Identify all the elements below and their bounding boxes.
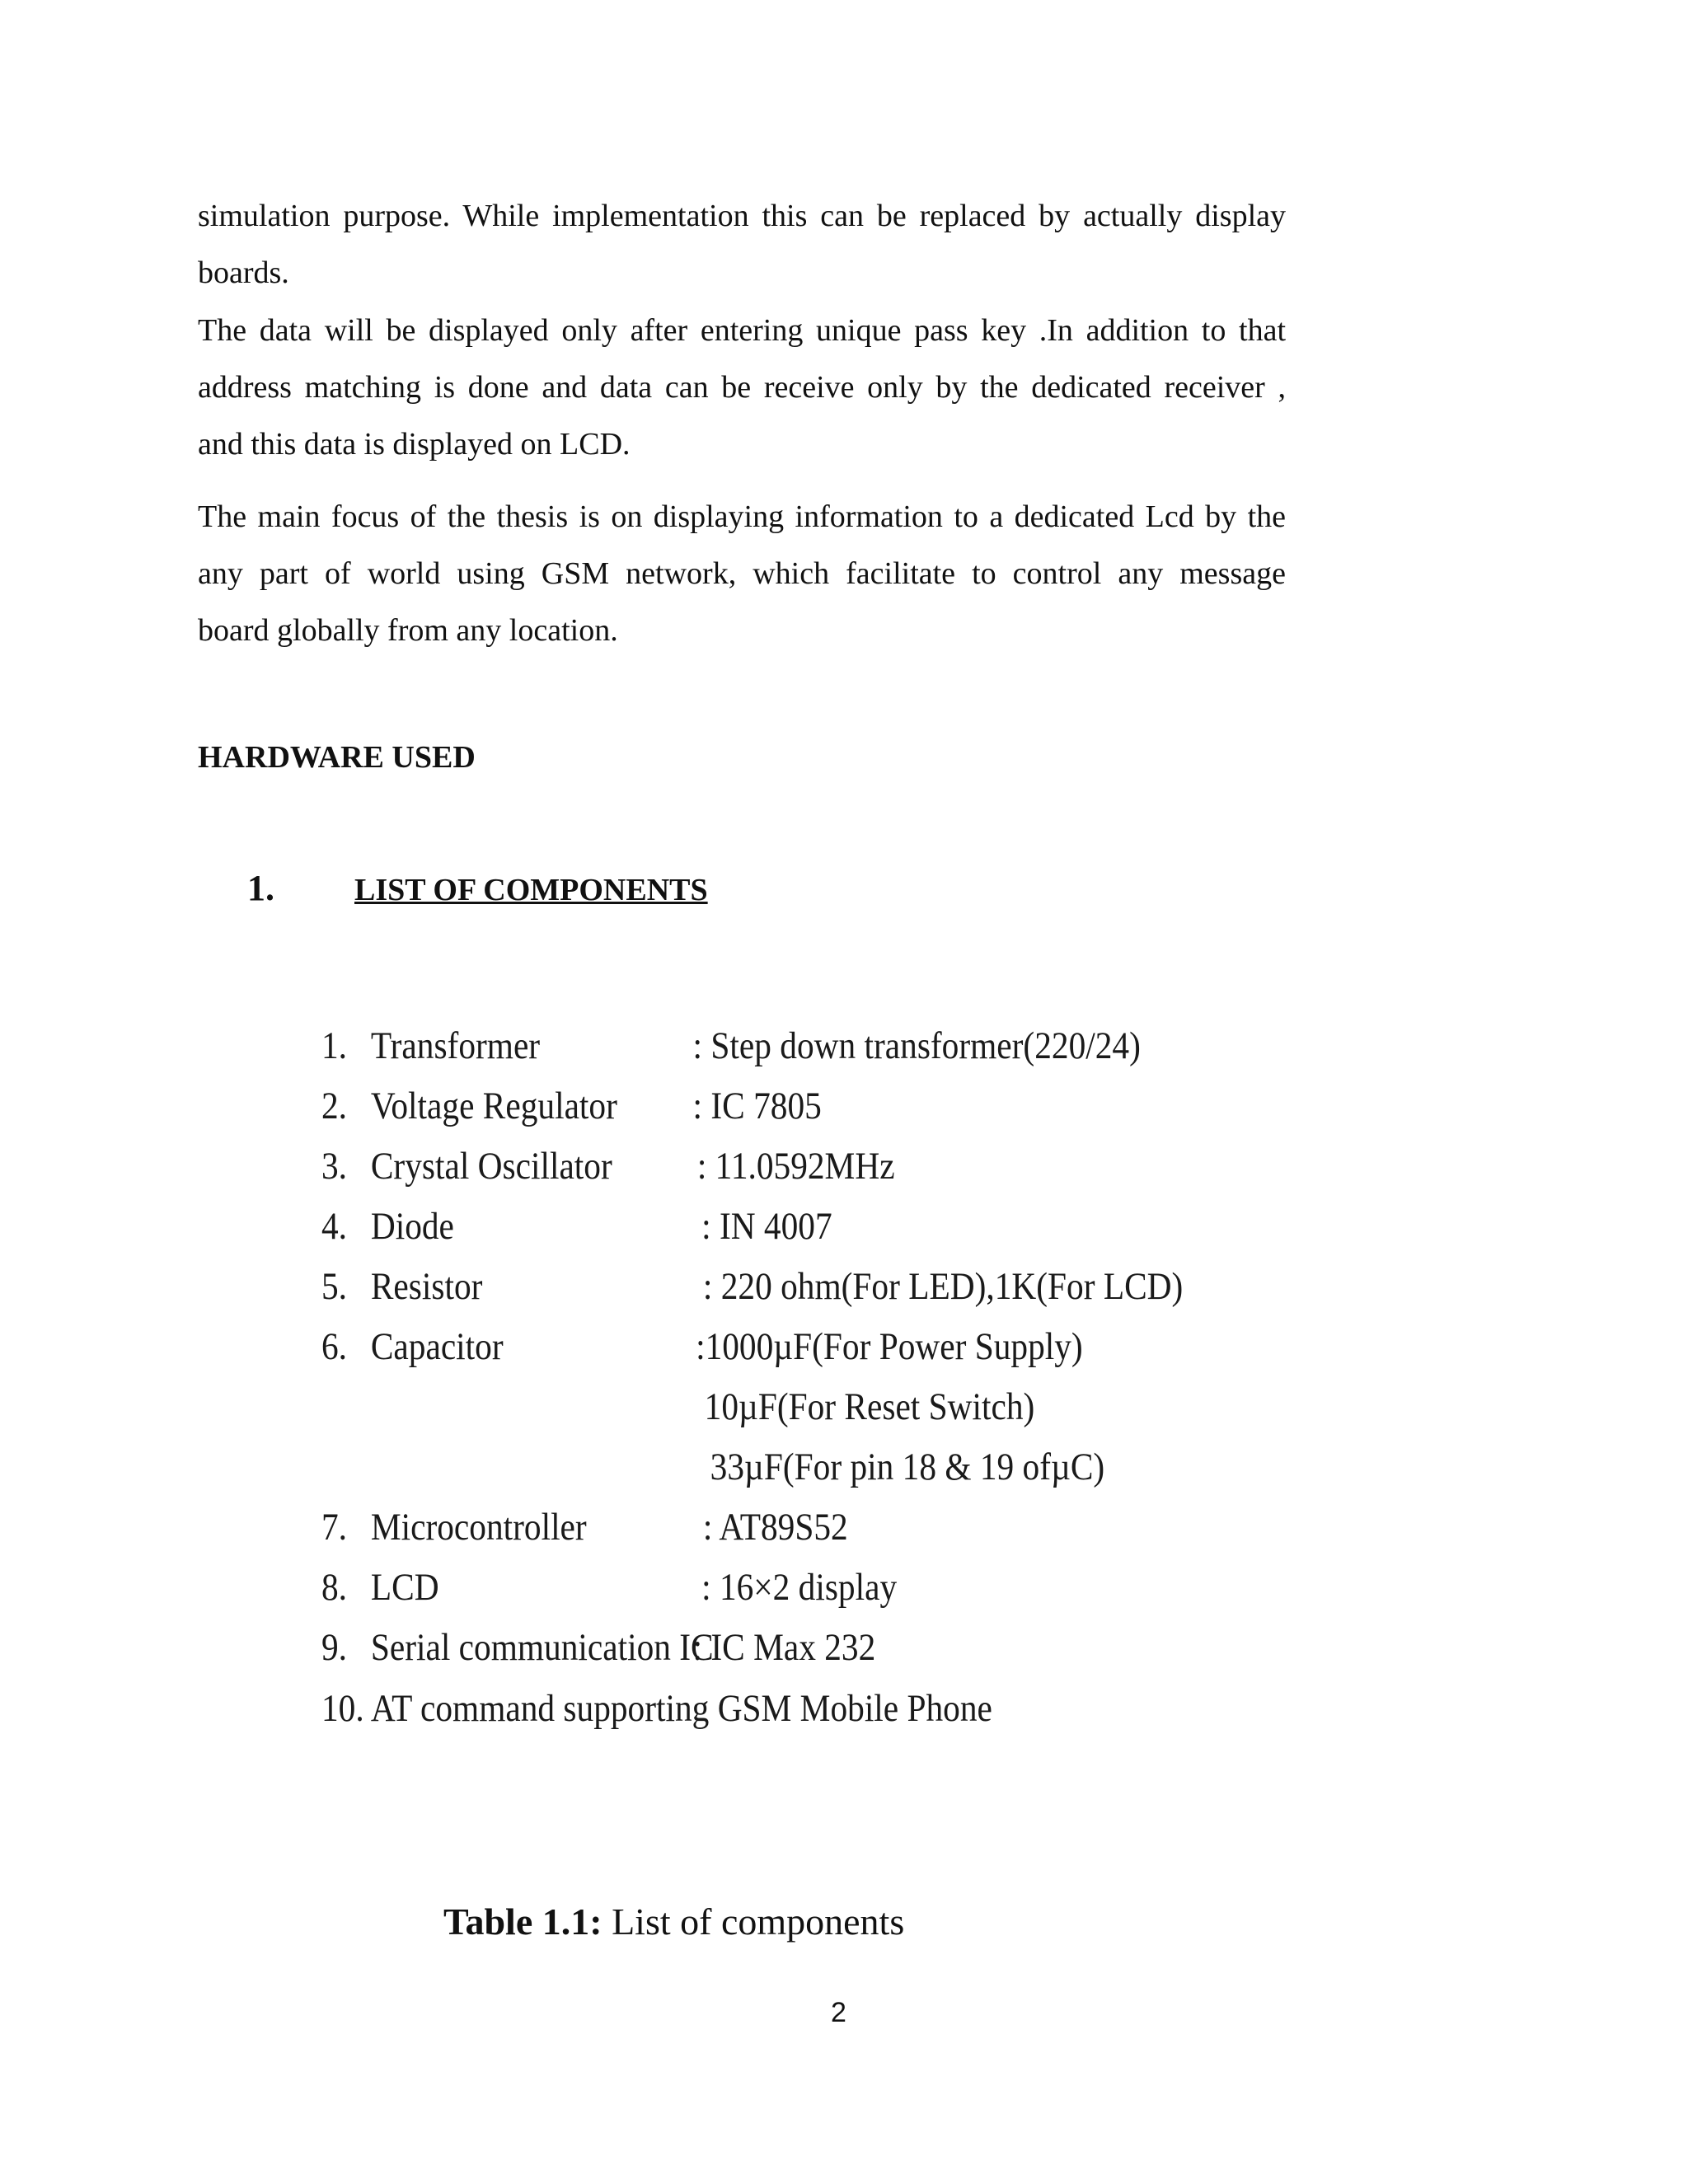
table-caption [443, 1900, 904, 1943]
component-name: Capacitor [370, 1325, 504, 1368]
component-name: Transformer [370, 1024, 541, 1067]
component-value: : IC 7805 [692, 1085, 822, 1127]
component-name: LCD [370, 1566, 439, 1609]
component-number: 8. [321, 1566, 348, 1609]
focus-line-2: any part of world using GSM network, which facilitate to control any message [198, 556, 1286, 591]
component-number: 2. [321, 1085, 348, 1127]
component-name: Microcontroller [370, 1506, 587, 1549]
component-value: 33µF(For pin 18 & 19 ofµC) [710, 1446, 1105, 1488]
component-value: : 220 ohm(For LED),1K(For LCD) [702, 1265, 1184, 1308]
component-value: 10µF(For Reset Switch) [704, 1385, 1035, 1428]
intro-line-3: The data will be displayed only after entering unique pass key .In addition to that [198, 313, 1286, 348]
component-number: 4. [321, 1205, 348, 1248]
component-value: : 11.0592MHz [696, 1145, 895, 1188]
intro-line-1: simulation purpose. While implementation this can be replaced by actually display [198, 199, 1286, 233]
hardware-heading: HARDWARE USED [198, 740, 476, 775]
component-name: AT command supporting GSM Mobile Phone [370, 1687, 992, 1730]
intro-line-2: boards. [198, 255, 289, 290]
component-number: 3. [321, 1145, 348, 1188]
component-number: 6. [321, 1325, 348, 1368]
component-number: 7. [321, 1506, 348, 1549]
section-title: LIST OF COMPONENTS [354, 873, 708, 907]
focus-line-1: The main focus of the thesis is on displaying information to a dedicated Lcd by the [198, 499, 1286, 534]
component-value: : 16×2 display [701, 1566, 898, 1609]
component-name: Diode [370, 1205, 454, 1248]
component-number: 1. [321, 1024, 348, 1067]
component-number: 5. [321, 1265, 348, 1308]
intro-line-5: and this data is displayed on LCD. [198, 427, 631, 462]
component-name: Crystal Oscillator [370, 1145, 612, 1188]
section-number: 1. [247, 868, 274, 908]
component-name: Serial communication IC [370, 1626, 714, 1669]
focus-line-3: board globally from any location. [198, 613, 618, 648]
component-number: 9. [321, 1626, 348, 1669]
component-name: Voltage Regulator [370, 1085, 617, 1127]
component-number: 10. [321, 1687, 364, 1730]
component-value: : IC Max 232 [692, 1626, 876, 1669]
page-number: 2 [831, 1997, 846, 2028]
component-name: Resistor [370, 1265, 483, 1308]
component-value: : AT89S52 [702, 1506, 848, 1549]
component-value: : Step down transformer(220/24) [692, 1024, 1141, 1067]
component-value: : IN 4007 [701, 1205, 832, 1248]
intro-line-4: address matching is done and data can be receive only by the dedicated receiver , [198, 370, 1286, 405]
caption-label: Table 1.1: [443, 1900, 603, 1943]
component-value: :1000µF(For Power Supply) [696, 1325, 1083, 1368]
caption-text: List of components [602, 1900, 905, 1943]
